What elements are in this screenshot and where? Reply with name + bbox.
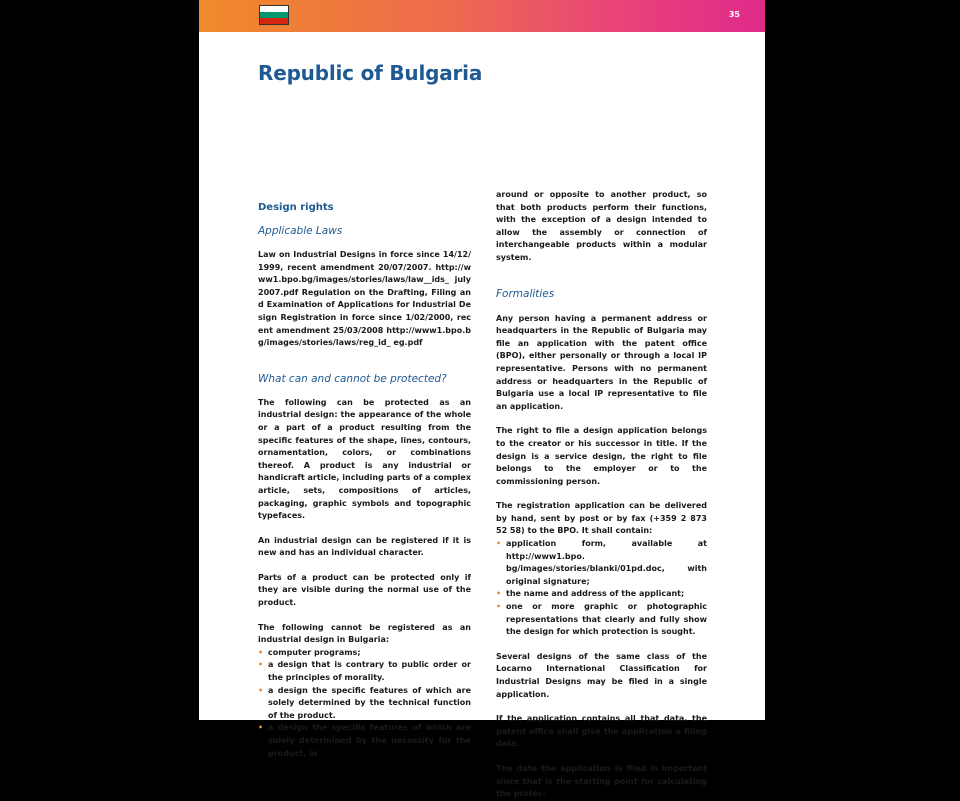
formalities-paragraph-5: If the application contains all that data, the patent office shall give the application a filing date. (496, 714, 707, 749)
protected-paragraph-3: Parts of a product can be protected only if they are visible during the normal use of the product. (258, 572, 471, 608)
left-column (258, 201, 471, 760)
formalities-paragraph-6: The date the application is filed is important since that is the starting point for calculating the protec- (496, 763, 707, 799)
continuation-paragraph: around or opposite to another product, so that both products perform their functions, with the exception of a design intended to allow the assembly or connection of interchangeable products within a modular system. (496, 190, 707, 262)
list-item: • a design that is contrary to public order or the principles of morality. (258, 659, 471, 684)
list-item: • one or more graphic or photographic representations that clearly and fully show the design for which protection is sought. (496, 601, 707, 639)
applicable-laws-heading: Applicable Laws (258, 225, 343, 237)
document-page (199, 0, 765, 799)
list-item: • application form, available at http://www1.bpo. bg/images/stories/blanki/01pd.doc, with original signature; (496, 538, 707, 588)
page-title: Republic of Bulgaria (258, 61, 483, 85)
protected-paragraph-2: An industrial design can be registered if it is new and has an individual character. (258, 535, 471, 558)
list-item: • a design the specific features of which are solely determined by the technical function of the product. (258, 685, 471, 723)
formalities-paragraph-1: Any person having a permanent address or headquarters in the Republic of Bulgaria may file an application with the patent office (BPO), either personally or through a local IP representative. Persons with no permanent address or headquarters in the Republic of Bulgaria use a local IP representative to file an application. (496, 313, 707, 411)
cannot-register-list (258, 647, 471, 760)
list-item: • computer programs; (258, 647, 471, 660)
list-item: • a design the specific features of which are solely determined by the necessity for the product, in (258, 722, 471, 760)
list-item: • the name and address of the applicant; (496, 588, 707, 601)
protected-paragraph-1: The following can be protected as an industrial design: the appearance of the whole or a part of a product resulting from the specific features of the shape, lines, contours, ornamentation, colors, or combinations thereof. A product is any industrial or handicraft article, including parts of a complex article, sets, compositions of articles, packaging, graphic symbols and topographic typefaces. (258, 397, 471, 521)
protected-heading: What can and cannot be protected? (258, 372, 447, 385)
laws-text: Law on Industrial Designs in force since 14/12/1999, recent amendment 20/07/2007. http://www1.bpo.bg/images/stories/laws/law__ids_ july2007.pdf Regulation on the Drafting, Filing and Examination of Applications for Industrial Design Registration in force since 1/02/2000, recent amendment 25/03/2008 http://www1.bpo.bg/images/stories/laws/reg_id_ eg.pdf (258, 250, 471, 348)
page-number: 35 (728, 10, 740, 19)
formalities-paragraph-2: The right to file a design application belongs to the creator or his successor in title. If the design is a service design, the right to file belongs to the employer or to the commissioning person. (496, 426, 707, 486)
formalities-paragraph-4: Several designs of the same class of the Locarno International Classification for Industrial Designs may be filed in a single application. (496, 651, 707, 699)
formalities-paragraph-3: The registration application can be delivered by hand, sent by post or by fax (+359 2 873 52 58) to the BPO. It shall contain: (496, 501, 707, 536)
header-bar (199, 0, 765, 32)
application-contents-list (496, 538, 707, 639)
right-column (496, 189, 707, 801)
cannot-register-intro: The following cannot be registered as an industrial design in Bulgaria: (258, 622, 471, 645)
formalities-heading: Formalities (496, 287, 555, 300)
bulgaria-flag-icon (259, 5, 289, 25)
section-title: Design rights (258, 202, 334, 213)
